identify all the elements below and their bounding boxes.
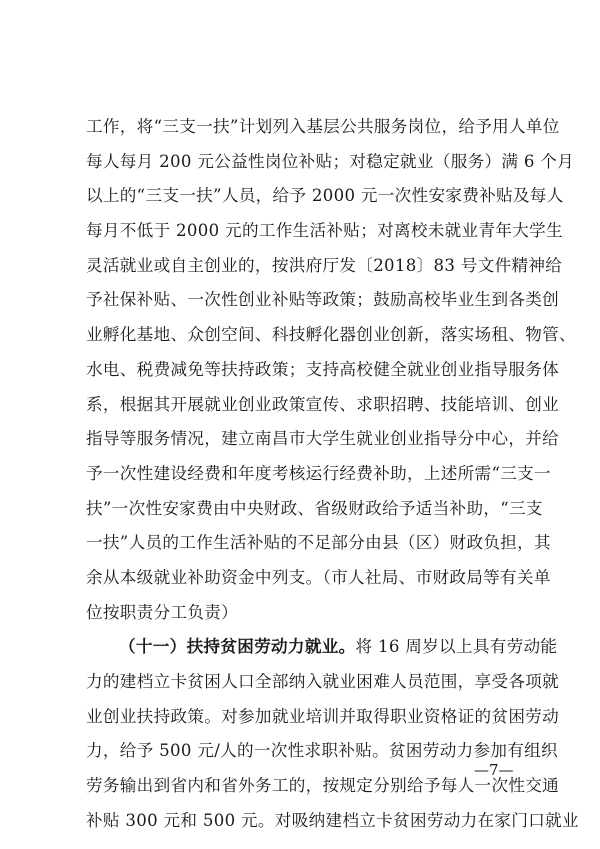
text-line-12: 扶”一次性安家费由中央财政、省级财政给予适当补助，“三支: [86, 498, 543, 518]
section-line-3: 力，给予 500 元/人的一次性求职补贴。贫困劳动力参加有组织: [86, 741, 558, 761]
section-first-line: [86, 630, 558, 665]
text-line-1: 工作，将“三支一扶”计划列入基层公共服务岗位，给予用人单位: [86, 117, 560, 136]
text-line-13: 一扶”人员的工作生活补贴的不足部分由县（区）财政负担，其: [86, 533, 551, 553]
section-heading: （十一）扶持贫困劳动力就业。: [119, 637, 356, 657]
text-line-10: 指导等服务情况，建立南昌市大学生就业创业指导分中心，并给: [86, 429, 560, 449]
text-line-7: 业孵化基地、众创空间、科技孵化器创业创新，落实场租、物管、: [86, 325, 576, 345]
section-line-4: 劳务输出到省内和省外务工的，按规定分别给予每人一次性交通: [86, 776, 560, 796]
text-line-15: 位按职责分工负责）: [86, 602, 239, 622]
text-line-8: 水电、税费减免等扶持政策；支持高校健全就业创业指导服务体: [86, 359, 560, 379]
section-first-line-text: 将 16 周岁以上具有劳动能: [355, 637, 558, 657]
text-line-6: 予社保补贴、一次性创业补贴等政策；鼓励高校毕业生到各类创: [86, 290, 560, 310]
text-line-9: 系，根据其开展就业创业政策宣传、求职招聘、技能培训、创业: [86, 394, 560, 414]
text-line-11: 予一次性建设经费和年度考核运行经费补助，上述所需“三支一: [86, 463, 551, 483]
section-line-5: 补贴 300 元和 500 元。对吸纳建档立卡贫困劳动力在家门口就业: [86, 810, 579, 830]
text-line-2: 每人每月 200 元公益性岗位补贴；对稳定就业（服务）满 6 个月: [86, 151, 575, 171]
text-line-14: 余从本级就业补助资金中列支。（市人社局、市财政局等有关单: [86, 567, 551, 587]
section-line-2: 业创业扶持政策。对参加就业培训并取得职业资格证的贫困劳动: [86, 706, 560, 726]
page-number: —7—: [474, 761, 514, 779]
text-line-4: 每月不低于 2000 元的工作生活补贴；对离校未就业青年大学生: [86, 221, 563, 241]
text-line-3: 以上的“三支一扶”人员，给予 2000 元一次性安家费补贴及每人: [86, 186, 564, 206]
text-line-5: 灵活就业或自主创业的，按洪府厅发〔2018〕83 号文件精神给: [86, 255, 563, 275]
body-text: [86, 110, 579, 838]
section-line-1: 力的建档立卡贫困人口全部纳入就业困难人员范围，享受各项就: [86, 672, 560, 691]
